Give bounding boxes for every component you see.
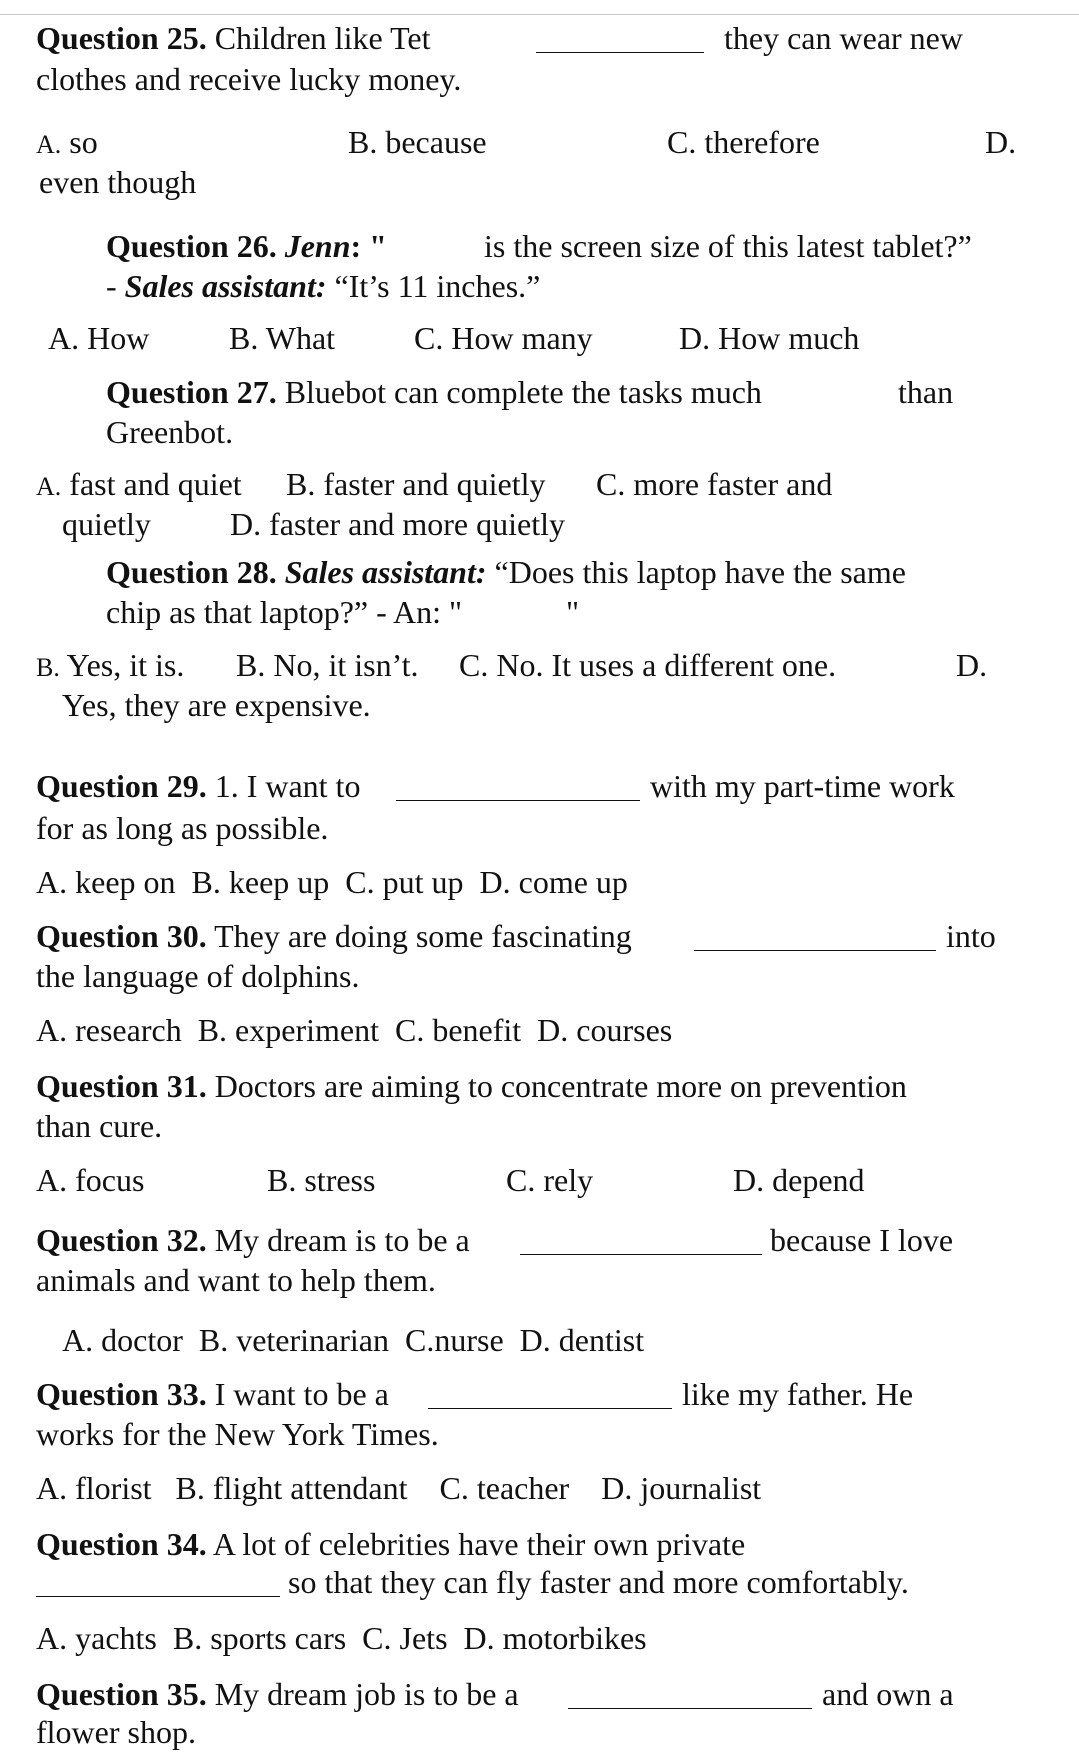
q30-options: A. research B. experiment C. benefit D. courses	[36, 1012, 673, 1048]
q28-speaker1: Sales assistant:	[284, 554, 487, 590]
q26-dash: -	[106, 268, 125, 304]
q26-option-d: D. How much	[679, 320, 860, 356]
q25-label: Question 25.	[36, 20, 207, 56]
q26-after-speaker1: : "	[350, 228, 387, 264]
q35-text3: flower shop.	[36, 1714, 196, 1750]
q33-label: Question 33.	[36, 1376, 207, 1412]
q26-option-b: B. What	[229, 320, 336, 356]
q28-option-c: C. No. It uses a different one.	[459, 647, 837, 683]
q25-line1	[36, 18, 430, 58]
q34-label: Question 34.	[36, 1526, 207, 1562]
top-border	[0, 14, 1079, 15]
q26-speaker2: Sales assistant:	[124, 268, 327, 304]
q31-option-c: C. rely	[506, 1162, 594, 1198]
q26-option-a: A. How	[48, 320, 150, 356]
q34-blank	[36, 1566, 280, 1597]
q27-a-letter: A.	[36, 472, 62, 501]
q34-options: A. yachts B. sports cars C. Jets D. motorbikes	[36, 1620, 647, 1656]
q31-option-d: D. depend	[733, 1162, 865, 1198]
q25-text1: Children like Tet	[214, 20, 431, 56]
q28-line1	[106, 552, 906, 592]
q33-line1	[36, 1374, 389, 1414]
q25-a-letter: A.	[36, 130, 62, 159]
q32-text3: animals and want to help them.	[36, 1262, 436, 1298]
q26-label: Question 26.	[106, 228, 277, 264]
q28-option-b: B. No, it isn’t.	[236, 647, 419, 683]
q29-text3: for as long as possible.	[36, 810, 329, 846]
q35-text2: and own a	[822, 1676, 954, 1712]
q27-text3: Greenbot.	[106, 414, 234, 450]
q25-option-a	[36, 122, 98, 165]
q27-option-d: D. faster and more quietly	[230, 506, 565, 542]
q30-text1: They are doing some fascinating	[214, 918, 632, 954]
q32-blank	[520, 1224, 762, 1255]
q26-line1	[106, 226, 387, 266]
q35-blank	[568, 1678, 812, 1709]
q32-text2: because I love	[770, 1222, 954, 1258]
q29-options: A. keep on B. keep up C. put up D. come up	[36, 864, 628, 900]
q33-options: A. florist B. flight attendant C. teacher D. journalist	[36, 1470, 762, 1506]
q29-text1: 1. I want to	[214, 768, 361, 804]
q26-text2: “It’s 11 inches.”	[334, 268, 541, 304]
q25-text3: clothes and receive lucky money.	[36, 61, 462, 97]
q27-option-c: C. more faster and	[596, 466, 833, 502]
q31-option-a: A. focus	[36, 1162, 145, 1198]
q35-line1	[36, 1674, 519, 1714]
q31-text1: Doctors are aiming to concentrate more on prevention	[214, 1068, 907, 1104]
q31-text2: than cure.	[36, 1108, 163, 1144]
q27-option-a	[36, 464, 242, 507]
q26-speaker1: Jenn	[284, 228, 351, 264]
q32-text1: My dream is to be a	[214, 1222, 470, 1258]
q35-label: Question 35.	[36, 1676, 207, 1712]
q25-blank	[536, 22, 704, 53]
q31-line1	[36, 1066, 907, 1106]
q25-option-d-letter: D.	[985, 124, 1017, 160]
q27-a-text: fast and quiet	[69, 466, 242, 502]
q26-option-c: C. How many	[414, 320, 593, 356]
q25-option-b: B. because	[348, 124, 487, 160]
q32-options: A. doctor B. veterinarian C.nurse D. dentist	[62, 1322, 645, 1358]
q28-a-letter: B.	[36, 653, 60, 682]
q28-text1: “Does this laptop have the same	[494, 554, 906, 590]
q25-text2: they can wear new	[724, 20, 963, 56]
q26-line2	[106, 266, 540, 306]
q28-text3: "	[566, 594, 580, 630]
q27-label: Question 27.	[106, 374, 277, 410]
q30-label: Question 30.	[36, 918, 207, 954]
q28-option-a	[36, 645, 184, 688]
q28-a-text: Yes, it is.	[66, 647, 185, 683]
q35-text1: My dream job is to be a	[214, 1676, 519, 1712]
q25-option-c: C. therefore	[667, 124, 820, 160]
q30-blank	[694, 920, 936, 951]
q34-text2: so that they can fly faster and more comfortably.	[288, 1564, 909, 1600]
q30-text2: into	[946, 918, 996, 954]
q32-line1	[36, 1220, 470, 1260]
q29-label: Question 29.	[36, 768, 207, 804]
q27-option-c-cont: quietly	[62, 506, 151, 542]
q29-text2: with my part-time work	[650, 768, 955, 804]
q29-blank	[396, 770, 640, 801]
q34-line1	[36, 1524, 745, 1564]
q33-text3: works for the New York Times.	[36, 1416, 439, 1452]
q28-option-d: Yes, they are expensive.	[62, 687, 371, 723]
q33-text2: like my father. He	[682, 1376, 914, 1412]
q27-option-b: B. faster and quietly	[286, 466, 546, 502]
q26-text1: is the screen size of this latest tablet?”	[484, 228, 972, 264]
q30-text3: the language of dolphins.	[36, 958, 360, 994]
q25-option-d: even though	[39, 164, 197, 200]
q31-label: Question 31.	[36, 1068, 207, 1104]
q29-line1	[36, 766, 360, 806]
q34-text1: A lot of celebrities have their own private	[212, 1526, 746, 1562]
q33-blank	[428, 1378, 672, 1409]
q28-option-d-letter: D.	[956, 647, 988, 683]
q28-label: Question 28.	[106, 554, 277, 590]
q25-a-text: so	[69, 124, 98, 160]
q33-text1: I want to be a	[214, 1376, 389, 1412]
q28-text2: chip as that laptop?” - An: "	[106, 594, 463, 630]
q27-line1	[106, 372, 762, 412]
q30-line1	[36, 916, 632, 956]
q31-option-b: B. stress	[267, 1162, 376, 1198]
q27-text2: than	[898, 374, 954, 410]
q32-label: Question 32.	[36, 1222, 207, 1258]
q27-text1: Bluebot can complete the tasks much	[284, 374, 762, 410]
